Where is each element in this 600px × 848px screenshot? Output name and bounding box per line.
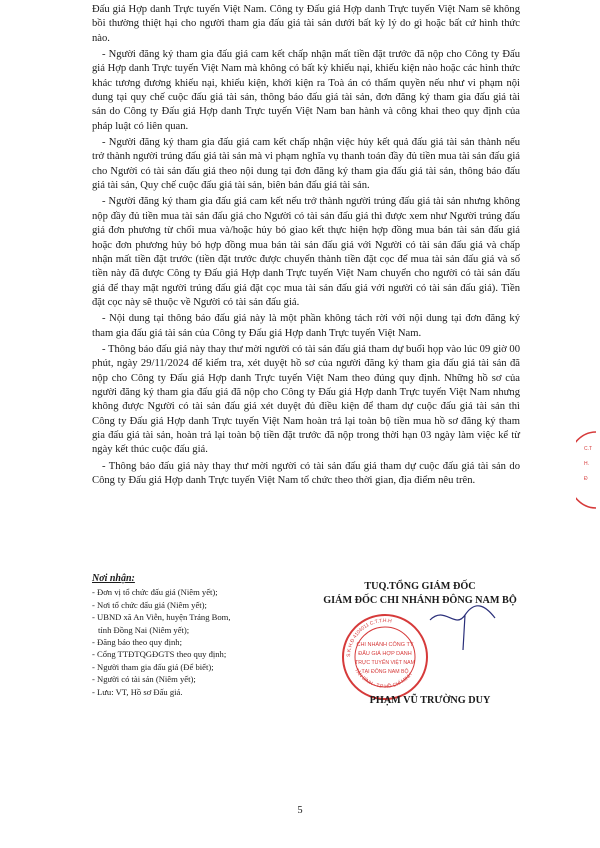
recipient-item: - Đăng báo theo quy định;	[92, 637, 182, 648]
paragraph: - Nội dung tại thông báo đấu giá này là một phần không tách rời với nội dung tại đơn đăng ký tham gia đấu giá tài sản của Công ty Đấu giá Hợp danh Trực tuyến Việt Nam.	[92, 313, 520, 339]
paragraph: - Người đăng ký tham gia đấu giá cam kết chấp nhận mất tiền đặt trước đã nộp cho Công ty Đấu giá Hợp danh Trực tuyến Việt Nam mà không có bất kỳ khiếu nại, khiếu kiện nào hoặc các hình thức khác tương đương khiếu nại, khiếu kiện, khởi kiện ra Toà án có thẩm quyền nếu như vi phạm nội dung tại quy chế cuộc đấu giá tài sản, thông báo đấu giá tài sản, đơn đăng ký tham gia đấu giá tài sản do Công ty Đấu giá Hợp danh Trực tuyến Việt Nam ban hành và công khai theo quy định của pháp luật có liên quan.	[92, 49, 520, 132]
recipient-item: - Cổng TTĐTQGĐGTS theo quy định;	[92, 649, 227, 660]
svg-text:TRỰC TUYẾN VIỆT NAM: TRỰC TUYẾN VIỆT NAM	[355, 660, 415, 666]
signature-title-2: GIÁM ĐỐC CHI NHÁNH ĐÔNG NAM BỘ	[323, 595, 517, 606]
recipient-item: - Nơi tổ chức đấu giá (Niêm yết);	[92, 599, 207, 610]
svg-text:TÂN BÌNH - T.P HỒ CHÍ MINH: TÂN BÌNH - T.P HỒ CHÍ MINH	[353, 667, 414, 690]
recipient-item: - Người có tài sản (Niêm yết);	[92, 674, 196, 685]
recipients-title: Nơi nhận:	[92, 573, 135, 584]
svg-text:CHI NHÁNH CÔNG TY: CHI NHÁNH CÔNG TY	[356, 642, 414, 648]
side-seal-partial	[576, 430, 596, 510]
svg-text:Đ: Đ	[584, 476, 588, 482]
svg-text:TẠI ĐÔNG NAM BỘ: TẠI ĐÔNG NAM BỘ	[361, 669, 409, 675]
recipient-item: - Đơn vị tổ chức đấu giá (Niêm yết);	[92, 587, 218, 598]
paragraph: - Người đăng ký tham gia đấu giá cam kết nếu trở thành người trúng đấu giá tài sản nhưng không nộp đầy đủ tiền mua tài sản đấu giá cho Người có tài sản đấu giá thì được xem như Người trúng đấu giá đơn phương từ chối mua và/hoặc hủy bỏ giao kết thực hiện hợp đồng mua bán tài sản đấu giá hoặc đơn phương hủy bỏ hợp đồng mua bán tài sản đấu giá với Người có tài sản đấu giá và chấp nhận mất tiền đặt trước (tiền đặt trước được chuyển thành tiền đặt cọc để mua tài sản đấu giá và số tiền này đã được Công ty Đấu giá Hợp danh Trực tuyến Việt Nam chuyển cho người có tài sản đấu giá để thay mặt người trúng đấu giá đặt cọc mua tài sản đấu giá với người có tài sản đấu giá). Tiền đặt cọc này sẽ thuộc về Người có tài sản đấu giá.	[92, 196, 520, 308]
recipients-block	[92, 573, 322, 698]
svg-text:C.T: C.T	[584, 446, 593, 452]
company-seal	[340, 612, 430, 702]
svg-text:S.K.H.Đ 4104011 C.T.T.H.H: S.K.H.Đ 4104011 C.T.T.H.H	[345, 617, 393, 658]
svg-text:H.: H.	[584, 461, 589, 467]
recipient-item: - Người tham gia đấu giá (Để biết);	[92, 661, 214, 672]
recipient-item: - UBND xã An Viễn, huyện Trảng Bom,	[92, 612, 231, 623]
svg-text:ĐẤU GIÁ HỢP DANH: ĐẤU GIÁ HỢP DANH	[358, 651, 412, 657]
recipient-item: tỉnh Đồng Nai (Niêm yết);	[98, 624, 190, 635]
page-number: 5	[297, 805, 303, 816]
paragraph: - Thông báo đấu giá này thay thư mời người có tài sản đấu giá tham dự cuộc đấu giá tài sản do Công ty Đấu giá Hợp danh Trực tuyến Việt Nam tổ chức theo thời gian, địa điểm nêu trên.	[92, 460, 520, 486]
signature-title-1: TUQ.TỔNG GIÁM ĐỐC	[364, 581, 476, 592]
body-text	[92, 3, 520, 490]
signatory-name: PHẠM VŨ TRƯỜNG DUY	[369, 695, 491, 706]
handwritten-signature	[425, 600, 505, 660]
paragraph: - Người đăng ký tham gia đấu giá cam kết chấp nhận việc hủy kết quả đấu giá tài sản thành nếu trở thành người trúng đấu giá tài sản mà vi phạm nghĩa vụ thanh toán đầy đủ tiền mua tài sản đấu giá cho Người có tài sản đấu giá theo nội dung tại đơn đăng ký tham gia đấu giá tài sản, thông báo đấu giá tài sản, Quy chế cuộc đấu giá tài sản, biên bản đấu giá tài sản.	[92, 137, 520, 192]
paragraph: Đấu giá Hợp danh Trực tuyến Việt Nam. Công ty Đấu giá Hợp danh Trực tuyến Việt Nam sẽ không bồi thường thiệt hại cho người tham gia đấu giá tài sản dưới bất kỳ lý do gì hoặc bất cứ hình thức nào.	[92, 4, 520, 44]
recipient-item: - Lưu: VT, Hồ sơ Đấu giá.	[92, 686, 183, 697]
paragraph: - Thông báo đấu giá này thay thư mời người có tài sản đấu giá tham dự buổi họp vào lúc 09 giờ 00 phút, ngày 29/11/2024 để kiểm tra, xét duyệt hồ sơ của người đăng ký tham gia đấu giá tài sản đã nộp cho Công ty Đấu giá Hợp danh Trực tuyến Việt Nam theo đúng quy định. Những hồ sơ của người đăng ký tham gia đấu giá đã nộp cho Công ty Đấu giá Hợp danh Trực tuyến Việt Nam nhưng không được Người có tài sản đấu giá xét duyệt đủ điều kiện để tham dự cuộc đấu giá tài sản thì Công ty Đấu giá Hợp danh Trực tuyến Việt Nam hoàn trả lại toàn bộ tiền mua hồ sơ đăng ký tham gia đấu giá tài sản, hoàn trả lại toàn bộ tiền đặt trước đã nộp trong thời hạn 03 ngày làm việc kể từ ngày kết thúc cuộc đấu giá.	[92, 343, 520, 456]
